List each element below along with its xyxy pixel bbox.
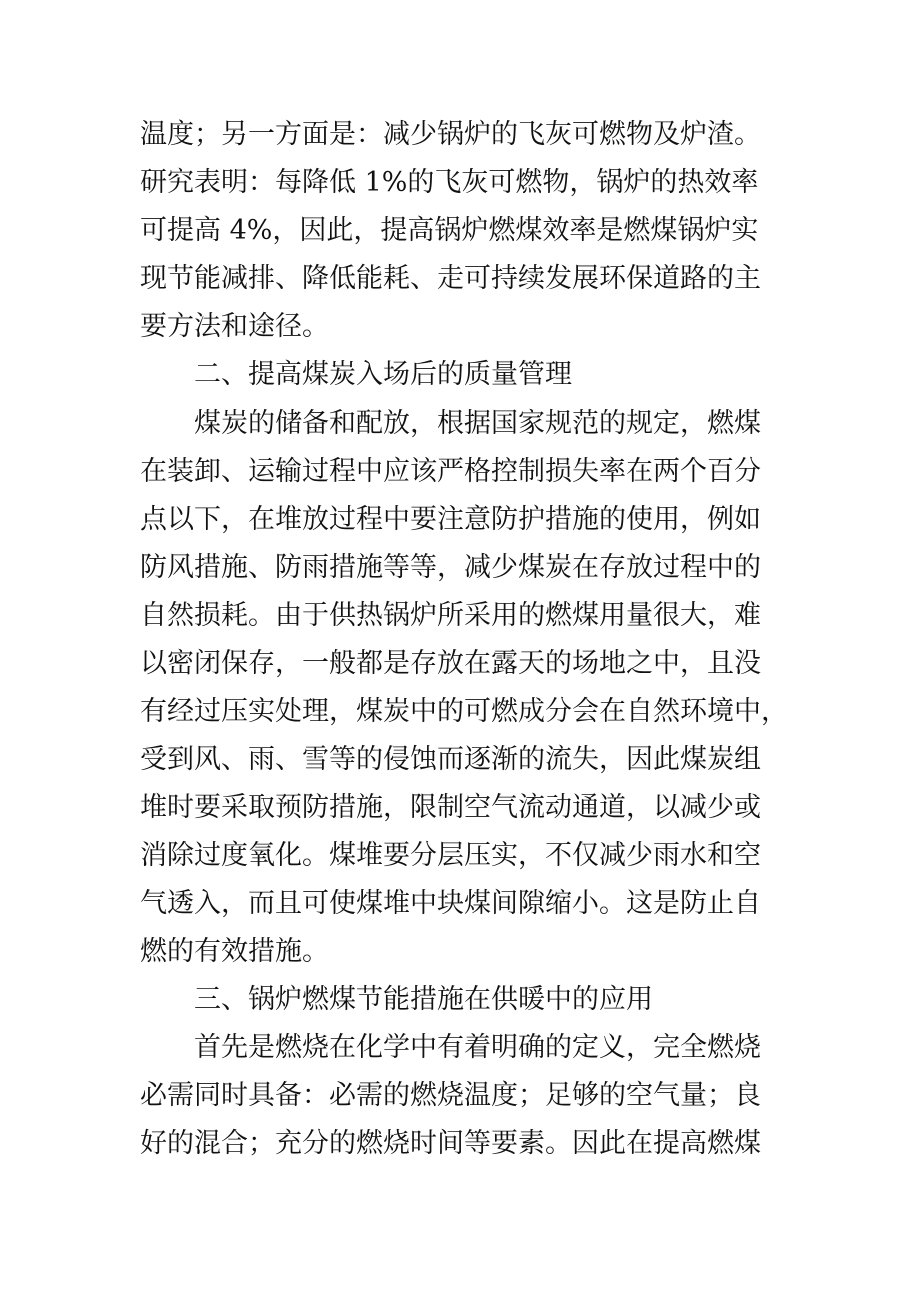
text-line: 气透入，而且可使煤堆中块煤间隙缩小。这是防止自 [140,888,761,919]
text-line: 要方法和途径。 [140,311,329,342]
section-heading: 三、锅炉燃煤节能措施在供暖中的应用 [194,984,653,1015]
text-line: 现节能减排、降低能耗、走可持续发展环保道路的主 [140,263,761,294]
text-line: 自然损耗。由于供热锅炉所采用的燃煤用量很大，难 [140,600,761,631]
text-line: 好的混合；充分的燃烧时间等要素。因此在提高燃煤 [140,1128,761,1159]
text-line: 研究表明：每降低 1%的飞灰可燃物，锅炉的热效率 [140,167,759,198]
text-line: 以密闭保存，一般都是存放在露天的场地之中，且没 [140,648,761,679]
text-line: 在装卸、运输过程中应该严格控制损失率在两个百分 [140,456,761,487]
text-line: 点以下，在堆放过程中要注意防护措施的使用，例如 [140,504,761,535]
text-line: 燃的有效措施。 [140,936,329,967]
section-heading: 二、提高煤炭入场后的质量管理 [194,359,572,390]
text-line: 有经过压实处理，煤炭中的可燃成分会在自然环境中， [140,696,788,727]
text-line: 必需同时具备：必需的燃烧温度；足够的空气量；良 [140,1080,761,1111]
text-line: 受到风、雨、雪等的侵蚀而逐渐的流失，因此煤炭组 [140,744,761,775]
text-line: 可提高 4%，因此，提高锅炉燃煤效率是燃煤锅炉实 [140,215,759,246]
text-line: 煤炭的储备和配放，根据国家规范的规定，燃煤 [194,408,761,439]
text-line: 堆时要采取预防措施，限制空气流动通道，以减少或 [140,792,761,823]
text-line: 消除过度氧化。煤堆要分层压实，不仅减少雨水和空 [140,840,761,871]
text-line: 首先是燃烧在化学中有着明确的定义，完全燃烧 [194,1032,761,1063]
text-line: 温度；另一方面是：减少锅炉的飞灰可燃物及炉渣。 [140,119,761,150]
text-line: 防风措施、防雨措施等等，减少煤炭在存放过程中的 [140,552,761,583]
